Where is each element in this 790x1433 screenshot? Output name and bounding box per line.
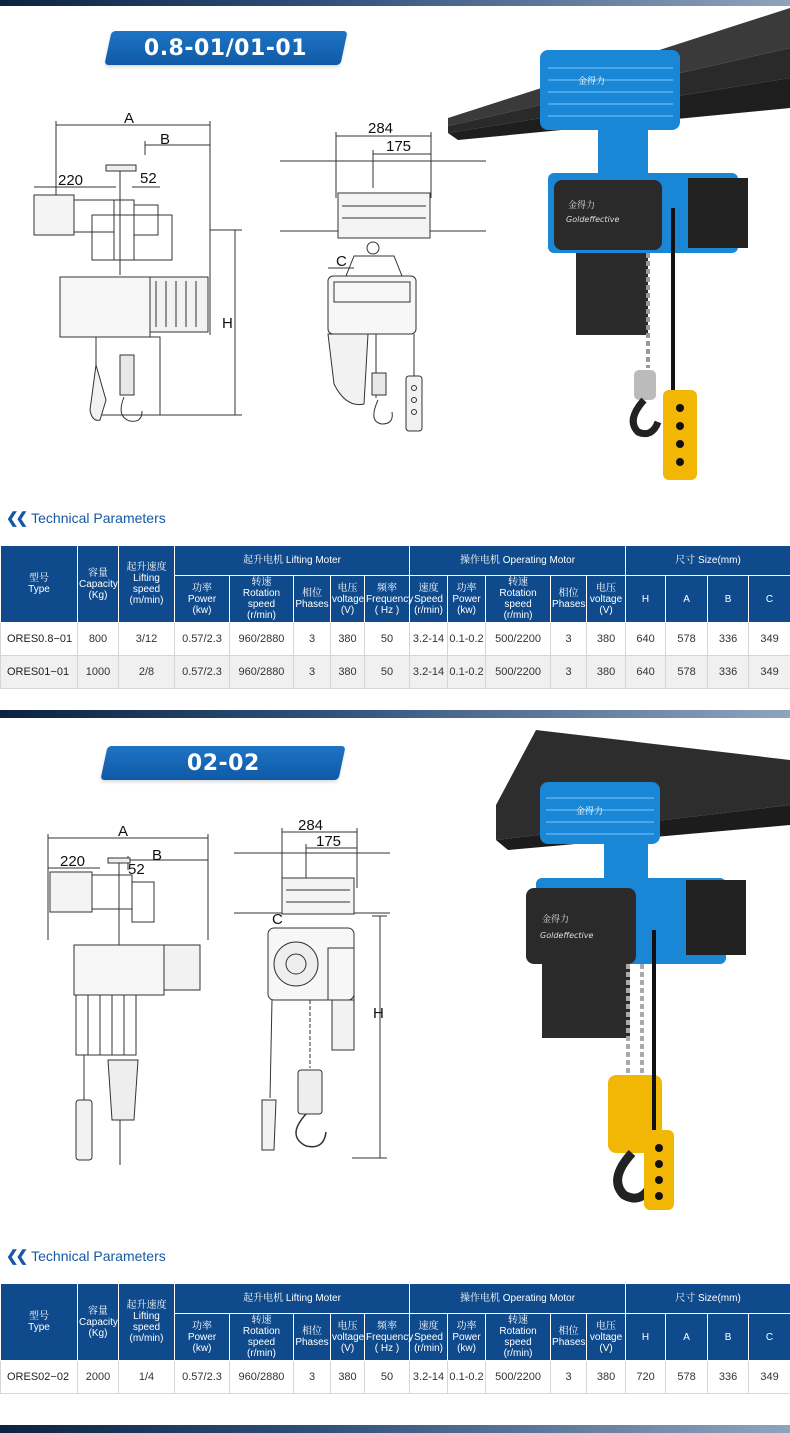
table-cell: 500/2200 (486, 623, 551, 656)
table-cell: 0.57/2.3 (175, 623, 230, 656)
header-phases: 相位 Phases (294, 1314, 331, 1361)
header-a: A (666, 1314, 708, 1361)
header-rotation: 转速 Rotation speed (r/min) (230, 1314, 294, 1361)
double-chevron-left-icon: ❮❮ (6, 510, 26, 527)
table-cell: 380 (587, 1361, 626, 1394)
table-cell: 500/2200 (486, 656, 551, 689)
table-cell: 3.2-14 (410, 656, 448, 689)
table-cell: 380 (587, 656, 626, 689)
section-divider (0, 710, 790, 718)
dimension-label-b: B (152, 847, 163, 864)
header-lifting-motor: 起升电机 Lifting Moter (175, 546, 410, 576)
header-size: 尺寸 Size(mm) (626, 1284, 790, 1314)
table-body-2 (1, 1361, 790, 1394)
header-power: 功率 Power (kw) (175, 576, 230, 623)
table-cell: 3.2-14 (410, 1361, 448, 1394)
bottom-divider (0, 1425, 790, 1433)
dimension-label-c: C (336, 253, 347, 270)
front-view-drawing-2 (232, 818, 392, 1168)
header-operating-motor: 操作电机 Operating Motor (410, 546, 626, 576)
dimension-label-220: 220 (58, 172, 84, 189)
table-cell: 336 (708, 1361, 749, 1394)
header-c: C (749, 576, 790, 623)
table-cell: 2000 (78, 1361, 119, 1394)
header-size: 尺寸 Size(mm) (626, 546, 790, 576)
header-op-power: 功率 Power (kw) (448, 576, 486, 623)
technical-parameters-title: Technical Parameters (31, 510, 166, 526)
hoist-photo-2 (496, 730, 790, 1220)
header-c: C (749, 1314, 790, 1361)
header-speed: 速度 Speed (r/min) (410, 1314, 448, 1361)
section-title-1 (6, 509, 166, 527)
brand-text-cn-2: 金得力 (542, 915, 570, 925)
dimension-label-a: A (118, 823, 129, 840)
brand-text-en: Goldeffective (566, 215, 620, 224)
double-chevron-left-icon: ❮❮ (6, 1248, 26, 1265)
header-op-power: 功率 Power (kw) (448, 1314, 486, 1361)
technical-parameters-title: Technical Parameters (31, 1248, 166, 1264)
dimension-label-h: H (222, 315, 233, 332)
dimension-label-52: 52 (128, 861, 145, 878)
table-cell: 720 (626, 1361, 666, 1394)
brand-text-cn: 金得力 (578, 77, 606, 87)
model-cell: ORES02−02 (1, 1361, 78, 1394)
table-cell: 3 (294, 623, 331, 656)
dimension-label-c: C (272, 911, 283, 928)
header-frequency: 频率 Frequency ( Hz ) (365, 1314, 410, 1361)
header-op-rotation: 转速 Rotation speed (r/min) (486, 576, 551, 623)
table-cell: 50 (365, 656, 410, 689)
table-body-1 (1, 623, 790, 689)
model-badge-2: 02-02 (100, 746, 345, 780)
table-cell: 3 (551, 656, 587, 689)
dimension-label-284: 284 (368, 120, 394, 137)
table-cell: 3 (551, 623, 587, 656)
header-op-voltage: 电压 voltage (V) (587, 1314, 626, 1361)
table-cell: 1000 (78, 656, 119, 689)
table-cell: 349 (749, 1361, 790, 1394)
header-lifting-speed: 起升速度 Lifting speed (m/min) (119, 546, 175, 623)
table-cell: 380 (331, 1361, 365, 1394)
table-cell: 800 (78, 623, 119, 656)
table-cell: 578 (666, 623, 708, 656)
parameters-table-2 (0, 1283, 790, 1394)
header-op-rotation: 转速 Rotation speed (r/min) (486, 1314, 551, 1361)
header-frequency: 频率 Frequency ( Hz ) (365, 576, 410, 623)
table-cell: 0.1-0.2 (448, 1361, 486, 1394)
table-cell: 0.1-0.2 (448, 656, 486, 689)
table-cell: 578 (666, 656, 708, 689)
header-lifting-speed: 起升速度 Lifting speed (m/min) (119, 1284, 175, 1361)
table-cell: 349 (749, 656, 790, 689)
table-cell: 640 (626, 656, 666, 689)
table-cell: 349 (749, 623, 790, 656)
table-cell: 50 (365, 623, 410, 656)
header-op-voltage: 电压 voltage (V) (587, 576, 626, 623)
dimension-label-52: 52 (140, 170, 157, 187)
table-cell: 3.2-14 (410, 623, 448, 656)
side-view-drawing-2 (28, 820, 228, 1165)
table-cell: 50 (365, 1361, 410, 1394)
dimension-label-175: 175 (386, 138, 412, 155)
header-lifting-motor: 起升电机 Lifting Moter (175, 1284, 410, 1314)
model-cell: ORES0.8−01 (1, 623, 78, 656)
table-cell: 960/2880 (230, 656, 294, 689)
table-cell: 380 (587, 623, 626, 656)
table-cell: 380 (331, 656, 365, 689)
dimension-label-220: 220 (60, 853, 86, 870)
dimension-label-175: 175 (316, 833, 342, 850)
header-op-phases: 相位 Phases (551, 576, 587, 623)
header-h: H (626, 576, 666, 623)
table-cell: 336 (708, 623, 749, 656)
brand-text-cn-2: 金得力 (568, 201, 596, 211)
table-cell: 336 (708, 656, 749, 689)
header-operating-motor: 操作电机 Operating Motor (410, 1284, 626, 1314)
header-b: B (708, 1314, 749, 1361)
header-speed: 速度 Speed (r/min) (410, 576, 448, 623)
table-cell: 2/8 (119, 656, 175, 689)
side-view-drawing-1 (20, 105, 250, 440)
header-voltage: 电压 voltage (V) (331, 1314, 365, 1361)
header-voltage: 电压 voltage (V) (331, 576, 365, 623)
table-cell: 3 (294, 1361, 331, 1394)
header-model: 型号 Type (1, 546, 78, 623)
header-a: A (666, 576, 708, 623)
table-cell: 0.57/2.3 (175, 656, 230, 689)
table-cell: 578 (666, 1361, 708, 1394)
table-cell: 3 (294, 656, 331, 689)
dimension-label-a: A (124, 110, 135, 127)
header-model: 型号 Type (1, 1284, 78, 1361)
model-badge-1: 0.8-01/01-01 (104, 31, 347, 65)
brand-text-en: Goldeffective (540, 931, 594, 940)
table-cell: 1/4 (119, 1361, 175, 1394)
header-capacity: 容量 Capacity (Kg) (78, 546, 119, 623)
hoist-photo-1 (448, 8, 790, 488)
header-b: B (708, 576, 749, 623)
table-cell: 500/2200 (486, 1361, 551, 1394)
parameters-table-1 (0, 545, 790, 689)
table-cell: 3 (551, 1361, 587, 1394)
header-power: 功率 Power (kw) (175, 1314, 230, 1361)
table-cell: 960/2880 (230, 1361, 294, 1394)
table-cell: 0.57/2.3 (175, 1361, 230, 1394)
table-cell: 960/2880 (230, 623, 294, 656)
dimension-label-b: B (160, 131, 171, 148)
top-divider (0, 0, 790, 6)
header-phases: 相位 Phases (294, 576, 331, 623)
table-cell: 3/12 (119, 623, 175, 656)
table-cell: 380 (331, 623, 365, 656)
table-cell: 0.1-0.2 (448, 623, 486, 656)
header-capacity: 容量 Capacity (Kg) (78, 1284, 119, 1361)
model-cell: ORES01−01 (1, 656, 78, 689)
dimension-label-284: 284 (298, 818, 324, 834)
brand-text-cn: 金得力 (576, 807, 604, 817)
table-row (1, 1361, 790, 1394)
section-title-2 (6, 1247, 166, 1265)
table-row (1, 623, 790, 656)
table-cell: 640 (626, 623, 666, 656)
dimension-label-h: H (373, 1005, 384, 1022)
header-op-phases: 相位 Phases (551, 1314, 587, 1361)
header-rotation: 转速 Rotation speed (r/min) (230, 576, 294, 623)
header-h: H (626, 1314, 666, 1361)
table-row (1, 656, 790, 689)
